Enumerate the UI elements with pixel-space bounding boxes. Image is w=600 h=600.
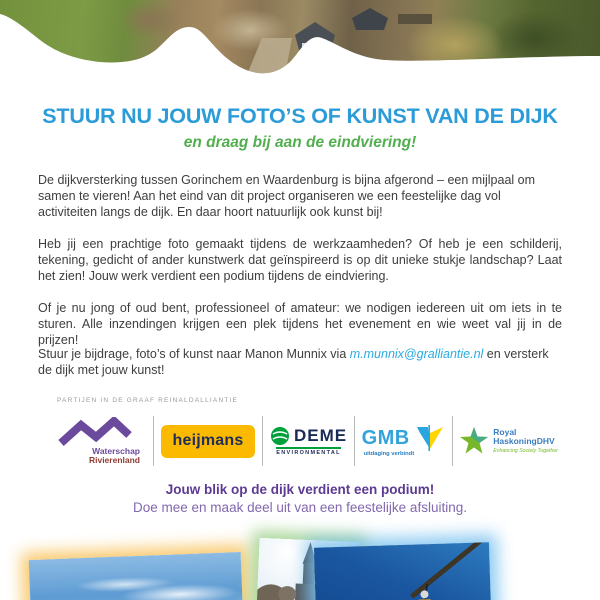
waterschap-name-line2: Rivierenland — [88, 455, 140, 465]
deme-subtext: ENVIRONMENTAL — [276, 447, 340, 456]
logo-deme — [270, 426, 347, 456]
page-title: STUUR NU JOUW FOTO’S OF KUNST VAN DE DIJK — [42, 104, 558, 128]
submit-text-before: Stuur je bijdrage, foto’s of kunst naar Manon Munnix via — [38, 347, 350, 361]
rhdhv-star-icon — [459, 426, 489, 456]
logo-divider — [354, 416, 355, 466]
logo-royal-haskoningdhv — [459, 426, 558, 456]
page-subtitle: en draag bij aan de eindviering! — [183, 134, 417, 151]
paragraph-submit — [38, 346, 562, 378]
footer-photo-sky — [29, 552, 244, 600]
gmb-wordmark: GMB — [361, 426, 410, 449]
rhdhv-name-line2: HaskoningDHV — [493, 436, 555, 446]
header-aerial-photo — [0, 0, 600, 92]
partners-label: PARTIJEN IN DE GRAAF REINALDALLIANTIE — [57, 397, 239, 404]
header-wave-cutout — [0, 0, 600, 100]
deme-globe-icon — [270, 426, 290, 446]
cta-line2: Doe mee en maak deel uit van een feestelijke afsluiting. — [133, 500, 467, 515]
logo-divider — [262, 416, 263, 466]
rhdhv-tagline: Enhancing Society Together — [493, 448, 558, 454]
waterschap-wave-icon — [55, 417, 133, 447]
crane-silhouette — [314, 542, 491, 600]
email-link[interactable]: m.munnix@gralliantie.nl — [349, 347, 484, 361]
logo-divider — [452, 416, 453, 466]
deme-wordmark: DEME — [293, 426, 348, 445]
cta-line1: Jouw blik op de dijk verdient een podium! — [165, 482, 435, 497]
logo-heijmans — [161, 425, 256, 458]
paragraph-artwork: Heb jij een prachtige foto gemaakt tijdens de werkzaamheden? Of heb je een schilderij, tekening, gedicht of ander kunstwerk dat geïnspireerd is op dit unieke stukje landschap? Laat het zien! Jouw werk verdient een podium tijdens de eindviering. — [38, 237, 562, 283]
gmb-tagline: uitdaging verbindt — [363, 451, 415, 457]
logo-gmb — [362, 425, 445, 457]
paragraph-intro: De dijkversterking tussen Gorinchem en Waardenburg is bijna afgerond – een mijlpaal om samen te vieren! Aan het eind van dit project organiseren we een feestelijke dag vol activiteiten langs de dijk. En daar hoort natuurlijk ook kunst bij! — [38, 173, 536, 219]
paragraph-everyone: Of je nu jong of oud bent, professioneel of amateur: we nodigen iedereen uit om iets in te sturen. Alle inzendingen krijgen een plek tijdens het evenement en wie weet val jij in de prijzen! — [38, 301, 562, 347]
submit-text-after: en versterk de dijk met jouw kunst! — [38, 347, 549, 377]
gmb-arrow-icon — [415, 425, 445, 451]
heijmans-wordmark: heijmans — [161, 425, 256, 458]
logo-divider — [153, 416, 154, 466]
waterschap-name-line1: Waterschap — [92, 446, 140, 456]
footer-photo-crane — [314, 542, 491, 600]
rhdhv-name-line1: Royal — [493, 427, 517, 437]
partner-logos-row — [42, 412, 558, 470]
logo-waterschap-rivierenland — [42, 417, 146, 465]
